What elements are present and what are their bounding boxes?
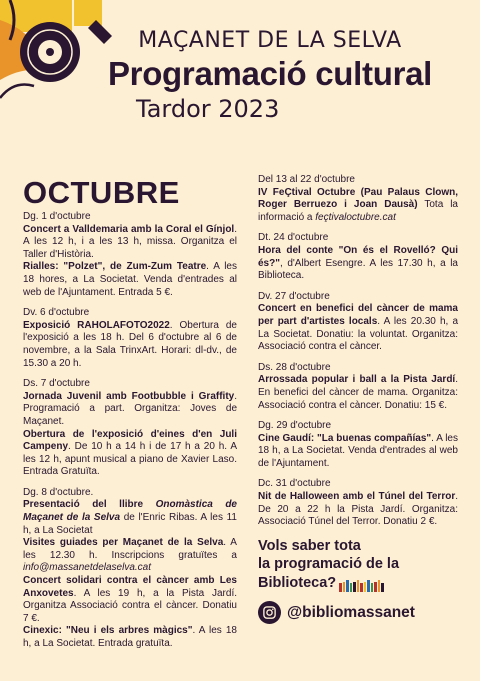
event-title: Hora del conte "On és el Rovelló? Qui és?" xyxy=(258,244,458,269)
event-date: Dg. 1 d'octubre xyxy=(23,211,91,222)
event-title: Exposició RAHOLAFOTO2022 xyxy=(23,319,170,331)
event-details: . A les 12.30 h. Inscripcions gratuïtes a xyxy=(23,537,237,561)
event-title: Visites guiades per Maçanet de la Selva xyxy=(23,537,224,549)
event-title: Cine Gaudí: "La buenas compañías" xyxy=(258,432,432,444)
event-title: Concert solidari contra el càncer amb Les Anxovetes xyxy=(23,575,237,599)
event-details: . De 10 h a 14 h i de 17 h a 20 h. A les 12 h, apunt musical a piano de Xavier Laso. Entrada Gratuïta. xyxy=(23,441,237,478)
left-column xyxy=(23,176,237,659)
event-details: Tota la informació a xyxy=(258,199,458,223)
event-details: de l'Enric Ribas. A les 11 h, a La Societat xyxy=(23,512,237,536)
event-title: Jornada Juvenil amb Footbubble i Graffity xyxy=(23,390,235,402)
event-item xyxy=(258,291,458,354)
event-date: Dt. 24 d'octubre xyxy=(258,232,329,244)
event-details: . A les 20.30 h, a La Societat. Donatiu: la voluntat. Organitza: Associació contra el càncer. xyxy=(258,315,459,353)
left-event-list xyxy=(23,211,237,651)
event-date: Dg. 29 d'octubre xyxy=(258,420,332,432)
event-title: Nit de Halloween amb el Túnel del Terror xyxy=(258,491,456,503)
event-title: Rialles: "Polzet", de Zum-Zum Teatre xyxy=(23,261,207,273)
event-item xyxy=(258,362,458,412)
social-handle[interactable] xyxy=(258,601,458,624)
event-details: . A les 18 h, a La Societat. Entrada gratuïta. xyxy=(23,625,237,649)
book-spine xyxy=(357,580,360,592)
event-description xyxy=(23,429,237,479)
event-title: IV FeÇtival Octubre (Pau Palaus Clown, Roger Berruezo i Joan Dausà) xyxy=(258,186,458,211)
event-details: . De 20 a 22 h la Pista Jardí. Organitza: Associació Túnel del Terror. Donatiu 2 €. xyxy=(258,491,458,528)
book-spine xyxy=(364,582,367,593)
event-title: Concert a Valldemaria amb la Coral el Gínjol xyxy=(23,223,235,235)
season-subtitle: Tardor 2023 xyxy=(136,95,280,123)
event-item xyxy=(23,487,237,651)
event-description xyxy=(23,537,237,575)
event-description xyxy=(258,491,458,529)
event-title: Cinexic: "Neu i els arbres màgics" xyxy=(23,625,193,637)
event-details: , d'Albert Esengre. A les 17.30 h, a la Biblioteca. xyxy=(258,257,458,282)
book-spine xyxy=(353,582,356,593)
book-spine xyxy=(350,583,353,592)
library-line-1: Vols saber tota xyxy=(258,537,361,554)
event-date: Ds. 7 d'octubre xyxy=(23,378,90,390)
event-description xyxy=(23,391,237,429)
event-item xyxy=(23,211,237,299)
book-spine xyxy=(360,583,363,592)
right-column xyxy=(258,174,458,624)
event-details: . A les 18 hores, a La Societat. Venda d'entrades al web de l'Ajuntament. Entrada 5 €. xyxy=(23,261,237,298)
event-description xyxy=(23,625,237,650)
event-description xyxy=(258,245,458,283)
library-callout xyxy=(258,537,458,593)
book-spine xyxy=(381,583,384,592)
event-title: Concert en benefici del càncer de mama per part d'artistes locals xyxy=(258,303,458,327)
event-date: Dv. 27 d'octubre xyxy=(258,290,330,302)
event-item xyxy=(258,174,458,224)
event-link: feçtivaloctubre.cat xyxy=(315,211,396,223)
event-title-italic: Onomàstica de Maçanet de la Selva xyxy=(23,499,237,524)
instagram-handle[interactable]: @bibliomassanet xyxy=(287,603,415,621)
event-date: Ds. 28 d'octubre xyxy=(258,361,331,373)
event-item xyxy=(258,232,458,282)
event-title: Obertura de l'exposició d'eines d'en Juli Campeny xyxy=(23,428,237,453)
event-description xyxy=(258,303,458,353)
event-details: . A les 19 h, a la Pista Jardí. Organitza Associació contra el càncer. Donatiu 7 €. xyxy=(23,587,237,624)
library-line-2: la programació de la xyxy=(258,556,400,573)
event-details: . En benefici del càncer de mama. Organitza: Associació contra el càncer. Donatiu: 15 €. xyxy=(258,374,458,411)
event-description xyxy=(258,374,458,412)
book-spine xyxy=(367,580,370,592)
instagram-icon xyxy=(258,601,281,624)
event-description xyxy=(23,499,237,537)
event-item xyxy=(23,307,237,370)
book-spine xyxy=(339,583,342,592)
event-details: . A les 12 h, i a les 13 h, missa. Organitza el Taller d'Història. xyxy=(23,223,237,260)
event-description xyxy=(23,261,237,299)
page-title: Programació cultural xyxy=(107,55,433,92)
event-description xyxy=(23,224,237,262)
book-spine xyxy=(371,583,374,592)
event-date: Del 13 al 22 d'octubre xyxy=(258,174,355,185)
event-title: Presentació del llibre xyxy=(23,499,156,511)
town-name: MAÇANET DE LA SELVA xyxy=(138,28,402,53)
event-item xyxy=(258,478,458,528)
event-date: Dv. 6 d'octubre xyxy=(23,307,90,319)
event-details: . Programació a part. Organitza: Joves de Maçanet. xyxy=(23,390,237,427)
event-details: . Obertura de l'exposició a les 18 h. Del 6 d'octubre al 6 de novembre, a la Sala TrinxArt. Horari: dl-dv., de 15.30 a 20 h. xyxy=(23,319,237,369)
event-description xyxy=(23,575,237,625)
book-spine xyxy=(343,582,346,593)
event-link: info@massanetdelaselva.cat xyxy=(23,562,151,574)
right-event-list xyxy=(258,174,458,529)
event-date: Dg. 8 d'octubre. xyxy=(23,486,94,498)
event-item xyxy=(258,420,458,470)
event-title: Arrossada popular i ball a la Pista Jardí xyxy=(258,374,456,386)
month-heading: OCTUBRE xyxy=(23,175,180,210)
header xyxy=(0,28,480,123)
library-line-3: Biblioteca? xyxy=(258,574,337,591)
event-item xyxy=(23,378,237,479)
book-spine xyxy=(346,580,349,592)
books-icon xyxy=(339,574,385,593)
event-details: . A les 18 h, a La Societat. Venda d'entrades al web de l'Ajuntament. xyxy=(258,432,458,469)
book-spine xyxy=(374,582,377,593)
event-description xyxy=(258,433,458,471)
event-description xyxy=(23,320,237,370)
event-description xyxy=(258,187,458,225)
event-date: Dc. 31 d'octubre xyxy=(258,478,331,490)
book-spine xyxy=(378,580,381,592)
